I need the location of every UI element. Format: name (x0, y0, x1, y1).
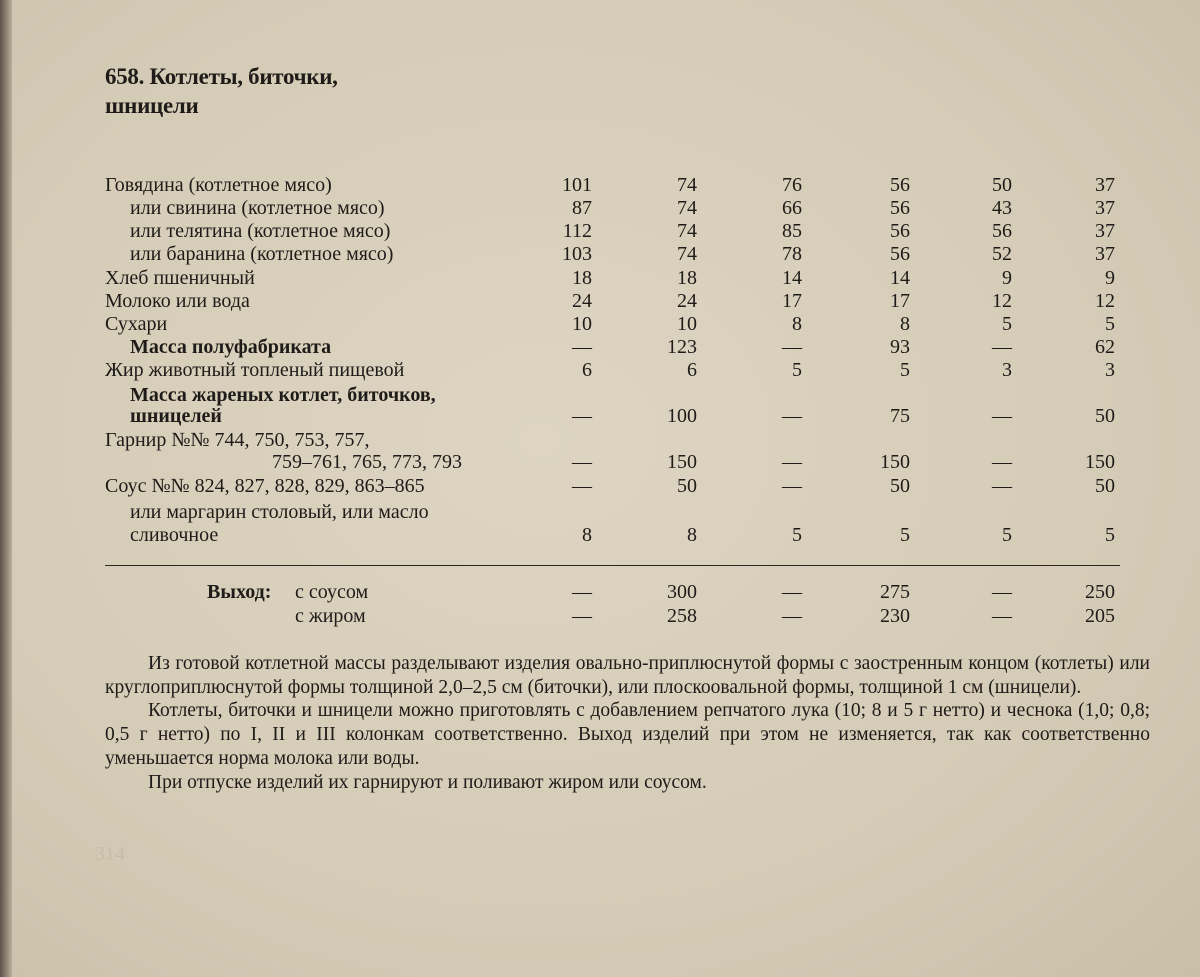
paragraph: Котлеты, биточки и шницели можно приготовлять с добавлением репчатого лука (10; 8 и 5 г нетто) и чеснока (1,0; 0,8; 0,5 г нетто) по I, II и III колонкам соответственно. Выход изделий при этом не изменяется, так как соответственно уменьшается норма молока или воды. (105, 700, 1150, 769)
cell-value: — (992, 336, 1012, 358)
table-divider (105, 565, 1120, 566)
cell-value: 14 (782, 267, 802, 289)
cell-value: 12 (992, 290, 1012, 312)
ingredient-label: шницелей (130, 405, 222, 427)
table-row (0, 475, 1200, 498)
cell-value: 74 (677, 197, 697, 219)
cell-value: 14 (890, 267, 910, 289)
ingredient-label: Говядина (котлетное мясо) (105, 174, 332, 196)
cell-value: 205 (1085, 605, 1115, 627)
cell-value: 18 (572, 267, 592, 289)
cell-value: 275 (880, 581, 910, 603)
cell-value: 12 (1095, 290, 1115, 312)
ingredient-label: 759–761, 765, 773, 793 (272, 451, 462, 473)
table-row (0, 243, 1200, 266)
cell-value: 8 (900, 313, 910, 335)
cell-value: 76 (782, 174, 802, 196)
recipe-title (105, 62, 338, 120)
cell-value: 9 (1002, 267, 1012, 289)
cell-value: 87 (572, 197, 592, 219)
ingredient-label: Соус №№ 824, 827, 828, 829, 863–865 (105, 475, 425, 497)
cell-value: 258 (667, 605, 697, 627)
ingredient-label: Гарнир №№ 744, 750, 753, 757, (105, 429, 370, 451)
paragraph: Из готовой котлетной массы разделывают изделия овально-приплюснутой формы с заостренным концом (котлеты) или круглоприплюснутой формы толщиной 2,0–2,5 см (биточки), или плоскоовальной формы, толщиной 1 см (шницели). (105, 653, 1150, 698)
cell-value: 3 (1002, 359, 1012, 381)
cell-value: — (992, 405, 1012, 427)
cell-value: — (992, 605, 1012, 627)
cell-value: 5 (900, 359, 910, 381)
title-line: 658. Котлеты, биточки, (105, 64, 338, 89)
cell-value: 93 (890, 336, 910, 358)
cell-value: 43 (992, 197, 1012, 219)
cell-value: 50 (890, 475, 910, 497)
cell-value: — (782, 475, 802, 497)
cell-value: 52 (992, 243, 1012, 265)
table-row (0, 384, 1200, 407)
ingredient-label: Масса жареных котлет, биточков, (130, 384, 436, 406)
cell-value: 37 (1095, 220, 1115, 242)
cell-value: 5 (1002, 524, 1012, 546)
cell-value: 24 (677, 290, 697, 312)
table-row (0, 429, 1200, 452)
output-label: с соусом (295, 581, 369, 603)
table-row (0, 197, 1200, 220)
cell-value: 103 (562, 243, 592, 265)
table-row (0, 220, 1200, 243)
table-row (0, 501, 1200, 524)
output-heading: Выход: (207, 581, 272, 603)
paragraph: При отпуске изделий их гарнируют и поливают жиром или соусом. (148, 771, 707, 793)
cell-value: 78 (782, 243, 802, 265)
cell-value: 10 (572, 313, 592, 335)
cell-value: — (992, 451, 1012, 473)
cell-value: — (572, 581, 592, 603)
cell-value: 74 (677, 174, 697, 196)
cell-value: — (782, 605, 802, 627)
ingredient-label: Сухари (105, 313, 168, 335)
cell-value: — (782, 451, 802, 473)
cell-value: 50 (1095, 405, 1115, 427)
cell-value: 50 (677, 475, 697, 497)
cell-value: 101 (562, 174, 592, 196)
cell-value: — (572, 451, 592, 473)
cell-value: 17 (782, 290, 802, 312)
title-line: шницели (105, 93, 199, 118)
table-row (0, 313, 1200, 336)
cell-value: 3 (1105, 359, 1115, 381)
table-row (0, 267, 1200, 290)
cell-value: 10 (677, 313, 697, 335)
ingredient-label: или телятина (котлетное мясо) (130, 220, 391, 242)
ingredient-label: Жир животный топленый пищевой (105, 359, 405, 381)
cell-value: 37 (1095, 174, 1115, 196)
cell-value: 8 (582, 524, 592, 546)
cell-value: 5 (792, 524, 802, 546)
cell-value: — (992, 581, 1012, 603)
recipe-instructions (105, 652, 1150, 794)
cell-value: 250 (1085, 581, 1115, 603)
cell-value: 112 (562, 220, 592, 242)
cell-value: 75 (890, 405, 910, 427)
table-row (0, 451, 1200, 474)
cell-value: 5 (1105, 524, 1115, 546)
cell-value: 230 (880, 605, 910, 627)
cell-value: 56 (890, 220, 910, 242)
cell-value: 56 (992, 220, 1012, 242)
cell-value: 17 (890, 290, 910, 312)
cell-value: 150 (667, 451, 697, 473)
cell-value: — (572, 475, 592, 497)
cell-value: 6 (687, 359, 697, 381)
cell-value: 74 (677, 220, 697, 242)
table-row (0, 524, 1200, 547)
cell-value: 5 (1002, 313, 1012, 335)
cell-value: 5 (792, 359, 802, 381)
cell-value: 37 (1095, 197, 1115, 219)
table-row (0, 174, 1200, 197)
cell-value: 56 (890, 197, 910, 219)
ingredient-label: или свинина (котлетное мясо) (130, 197, 385, 219)
cell-value: 8 (792, 313, 802, 335)
table-row (0, 581, 1200, 604)
cell-value: — (572, 605, 592, 627)
table-row (0, 336, 1200, 359)
table-row (0, 605, 1200, 628)
cell-value: 5 (900, 524, 910, 546)
cell-value: 37 (1095, 243, 1115, 265)
cell-value: — (992, 475, 1012, 497)
cell-value: — (782, 336, 802, 358)
page-number: 314 (95, 843, 125, 865)
cell-value: 56 (890, 243, 910, 265)
cell-value: 56 (890, 174, 910, 196)
cell-value: 5 (1105, 313, 1115, 335)
cell-value: — (572, 405, 592, 427)
ingredient-label: сливочное (130, 524, 219, 546)
ingredient-label: Масса полуфабриката (130, 336, 332, 358)
cell-value: — (782, 405, 802, 427)
output-label: с жиром (295, 605, 366, 627)
cell-value: 150 (880, 451, 910, 473)
cell-value: 123 (667, 336, 697, 358)
cell-value: 74 (677, 243, 697, 265)
cell-value: 50 (992, 174, 1012, 196)
cell-value: — (782, 581, 802, 603)
cell-value: 24 (572, 290, 592, 312)
cell-value: 9 (1105, 267, 1115, 289)
cell-value: 62 (1095, 336, 1115, 358)
cell-value: 100 (667, 405, 697, 427)
ingredient-label: или баранина (котлетное мясо) (130, 243, 394, 265)
cell-value: 8 (687, 524, 697, 546)
cell-value: 85 (782, 220, 802, 242)
cell-value: 6 (582, 359, 592, 381)
ingredient-label: Хлеб пшеничный (105, 267, 255, 289)
table-row (0, 405, 1200, 428)
cell-value: 18 (677, 267, 697, 289)
cell-value: — (572, 336, 592, 358)
cell-value: 150 (1085, 451, 1115, 473)
cell-value: 300 (667, 581, 697, 603)
table-row (0, 290, 1200, 313)
ingredient-label: или маргарин столовый, или масло (130, 501, 429, 523)
table-row (0, 359, 1200, 382)
ingredient-label: Молоко или вода (105, 290, 250, 312)
cell-value: 50 (1095, 475, 1115, 497)
cell-value: 66 (782, 197, 802, 219)
